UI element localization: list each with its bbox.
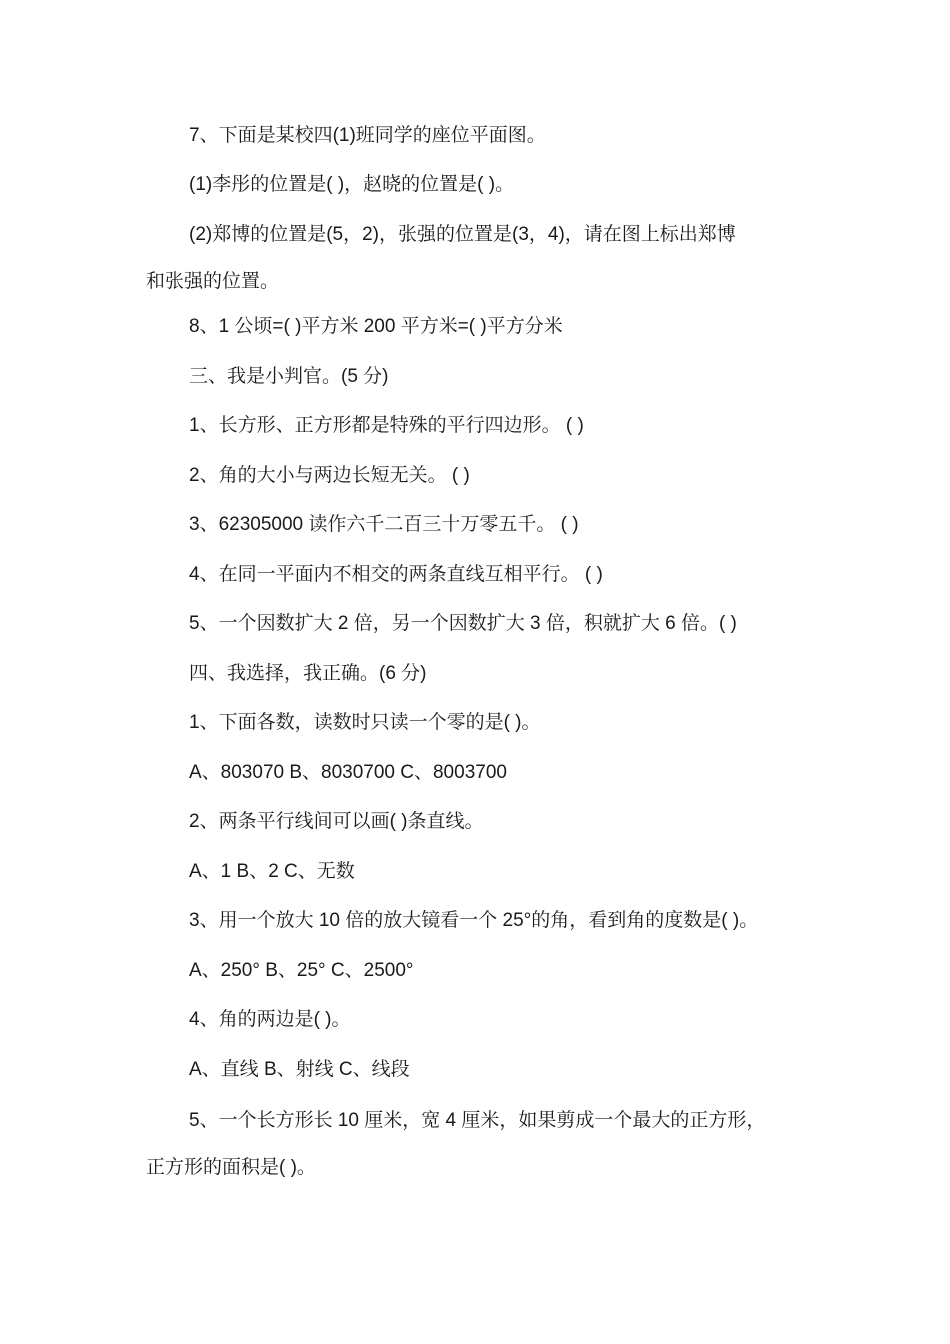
judge-item-5: 5、一个因数扩大 2 倍，另一个因数扩大 3 倍，积就扩大 6 倍。( ) [189,613,737,634]
question-7-part-1: (1)李彤的位置是( )，赵晓的位置是( )。 [189,174,515,195]
choice-question-5: 5、一个长方形长 10 厘米，宽 4 厘米，如果剪成一个最大的正方形， [189,1110,766,1131]
choice-question-1: 1、下面各数，读数时只读一个零的是( )。 [189,712,541,733]
choice-question-5-continued: 正方形的面积是( )。 [146,1157,316,1178]
choice-question-2-options: A、1 B、2 C、无数 [189,861,355,882]
choice-question-4-options: A、直线 B、射线 C、线段 [189,1059,410,1080]
judge-item-4: 4、在同一平面内不相交的两条直线互相平行。 ( ) [189,564,603,585]
choice-question-4: 4、角的两边是( )。 [189,1009,351,1030]
question-8: 8、1 公顷=( )平方米 200 平方米=( )平方分米 [189,316,563,337]
judge-item-2: 2、角的大小与两边长短无关。 ( ) [189,465,470,486]
choice-question-2: 2、两条平行线间可以画( )条直线。 [189,811,484,832]
section-3-heading: 三、我是小判官。(5 分) [189,366,389,387]
section-4-heading: 四、我选择，我正确。(6 分) [189,663,427,684]
question-7-part-2: (2)郑博的位置是(5，2)，张强的位置是(3，4)，请在图上标出郑博 [189,224,736,245]
judge-item-3: 3、62305000 读作六千二百三十万零五千。 ( ) [189,514,579,535]
judge-item-1: 1、长方形、正方形都是特殊的平行四边形。 ( ) [189,415,584,436]
choice-question-3: 3、用一个放大 10 倍的放大镜看一个 25°的角，看到角的度数是( )。 [189,910,759,931]
choice-question-3-options: A、250° B、25° C、2500° [189,960,414,981]
question-7-title: 7、下面是某校四(1)班同学的座位平面图。 [189,125,546,146]
question-7-part-2-continued: 和张强的位置。 [146,271,280,292]
choice-question-1-options: A、803070 B、8030700 C、8003700 [189,762,507,783]
